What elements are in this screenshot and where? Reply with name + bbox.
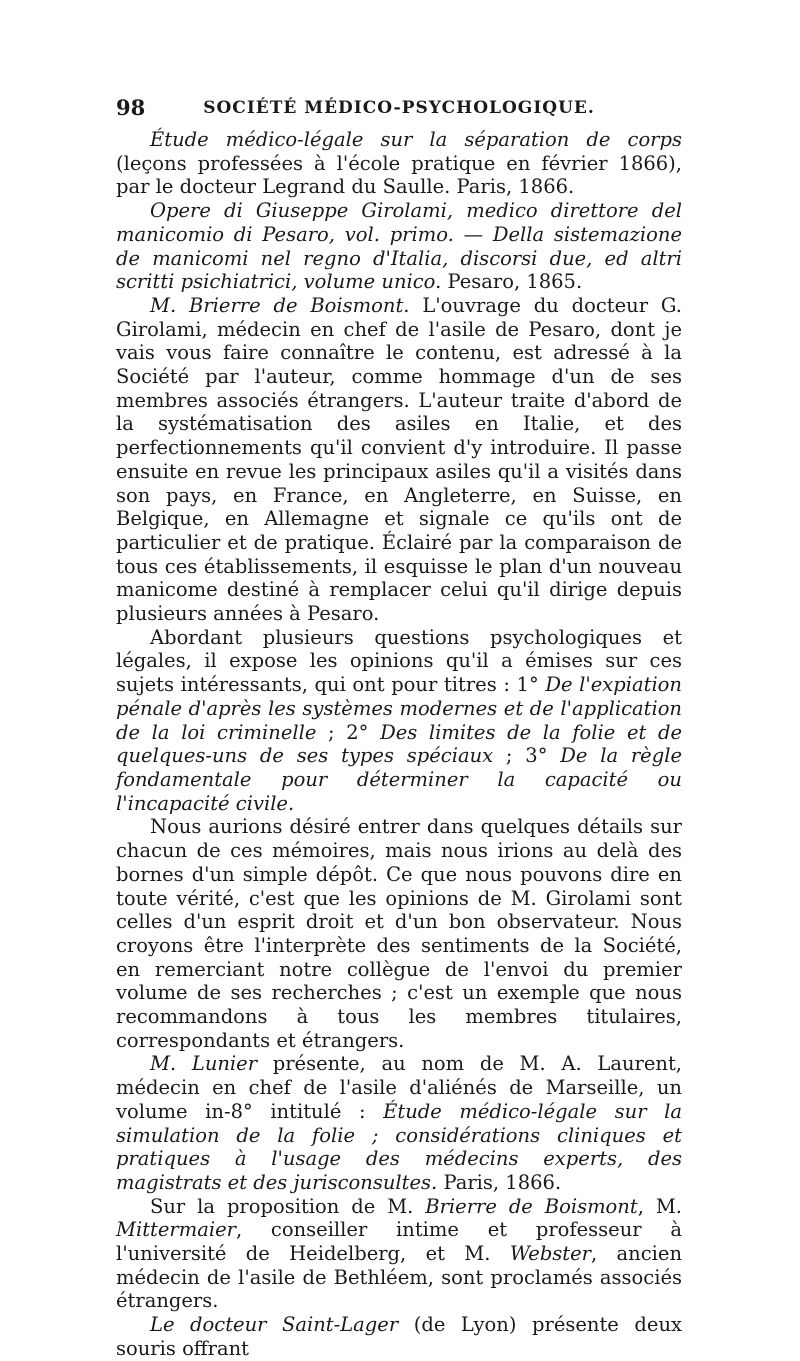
person-name: Webster bbox=[509, 1242, 592, 1266]
paragraph-1: Étude médico-légale sur la séparation de corps (leçons professées à l'école pratique en février 1866), par le docteur Legrand du Saulle. Paris, 1866. bbox=[116, 128, 682, 199]
paragraph-7: Sur la proposition de M. Brierre de Boismont, M. Mittermaier, conseiller intime et professeur à l'université de Heidelberg, et M. Webster, ancien médecin de l'asile de Bethléem, sont proclamés associés étrangers. bbox=[116, 1194, 683, 1313]
paragraph-6: M. Lunier présente, au nom de M. A. Laurent, médecin en chef de l'asile d'aliénés de Marseille, un volume in-8° intitulé : Étude médico-légale sur la simulation de la folie ; considérations cliniques et pratiques à l'usage des médecins experts, des magistrats et des jurisconsultes. Paris, 1866. bbox=[116, 1052, 682, 1194]
running-head: SOCIÉTÉ MÉDICO-PSYCHOLOGIQUE. bbox=[203, 98, 595, 118]
book-title: Opere di Giuseppe Girolami, medico direttore del manicomio di Pesaro, vol. primo. — Della sistemazione de manicomi nel regno d'Italia, discorsi due, ed altri scritti psichiatrici, volume unico. bbox=[116, 199, 682, 294]
paragraph-4: Abordant plusieurs questions psychologiques et légales, il expose les opinions qu'il a émises sur ces sujets intéressants, qui ont pour titres : 1° De l'expiation pénale d'après les systèmes modernes et de l'application de la loi criminelle ; 2° Des limites de la folie et de quelques-uns de ses types spéciaux ; 3° De la règle fondamentale pour déterminer la capacité ou l'incapacité civile. bbox=[116, 625, 682, 815]
speaker-name: M. Brierre de Boismont. bbox=[150, 293, 410, 317]
person-name: Mittermaier bbox=[116, 1218, 236, 1242]
book-title: Étude médico-légale sur la simulation de la folie ; considérations cliniques et pratiques à l'usage des médecins experts, des magistrats et des jurisconsultes. bbox=[116, 1099, 682, 1194]
page-number: 98 bbox=[116, 95, 146, 120]
essay-title: De la règle fondamentale pour déterminer la capacité ou l'incapacité civile. bbox=[116, 744, 682, 815]
paragraph-3: M. Brierre de Boismont. L'ouvrage du docteur G. Girolami, médecin en chef de l'asile de Pesaro, dont je vais vous faire connaître le contenu, est adressé à la Société par l'auteur, comme hommage d'un de ses membres associés étrangers. L'auteur traite d'abord de la systématisation des asiles en Italie, et des perfectionnements qu'il convient d'y introduire. Il passe ensuite en revue les principaux asiles qu'il a visités dans son pays, en France, en Angleterre, en Suisse, en Belgique, en Allemagne et signale ce qu'ils ont de particulier et de pratique. Éclairé par la comparaison de tous ces établissements, il esquisse le plan d'un nouveau manicome destiné à remplacer celui qu'il dirige depuis plusieurs années à Pesaro. bbox=[116, 293, 682, 626]
book-title: Étude médico-légale sur la séparation de corps bbox=[150, 128, 682, 151]
body-text bbox=[116, 128, 682, 1361]
page-header bbox=[116, 95, 682, 125]
paragraph-5: Nous aurions désiré entrer dans quelques détails sur chacun de ces mémoires, mais nous irions au delà des bornes d'un simple dépôt. Ce que nous pouvons dire en toute vérité, c'est que les opinions de M. Girolami sont celles d'un esprit droit et d'un bon observateur. Nous croyons être l'interprète des sentiments de la Société, en remerciant notre collègue de l'envoi du premier volume de ses recherches ; c'est un exemple que nous recommandons à tous les membres titulaires, correspondants et étrangers. bbox=[116, 815, 682, 1052]
person-name: Brierre de Boismont bbox=[425, 1194, 638, 1218]
essay-title: Des limites de la folie et de quelques-uns de ses types spéciaux bbox=[116, 720, 682, 768]
speaker-name: Le docteur Saint-Lager bbox=[150, 1313, 399, 1337]
paragraph-8: Le docteur Saint-Lager (de Lyon) présente deux souris offrant bbox=[116, 1313, 682, 1360]
speaker-name: M. Lunier bbox=[150, 1052, 258, 1076]
essay-title: De l'expiation pénale d'après les systèmes modernes et de l'application de la loi criminelle bbox=[116, 673, 682, 744]
paragraph-2: Opere di Giuseppe Girolami, medico direttore del manicomio di Pesaro, vol. primo. — Della sistemazione de manicomi nel regno d'Italia, discorsi due, ed altri scritti psichiatrici, volume unico. Pesaro, 1865. bbox=[116, 199, 682, 294]
